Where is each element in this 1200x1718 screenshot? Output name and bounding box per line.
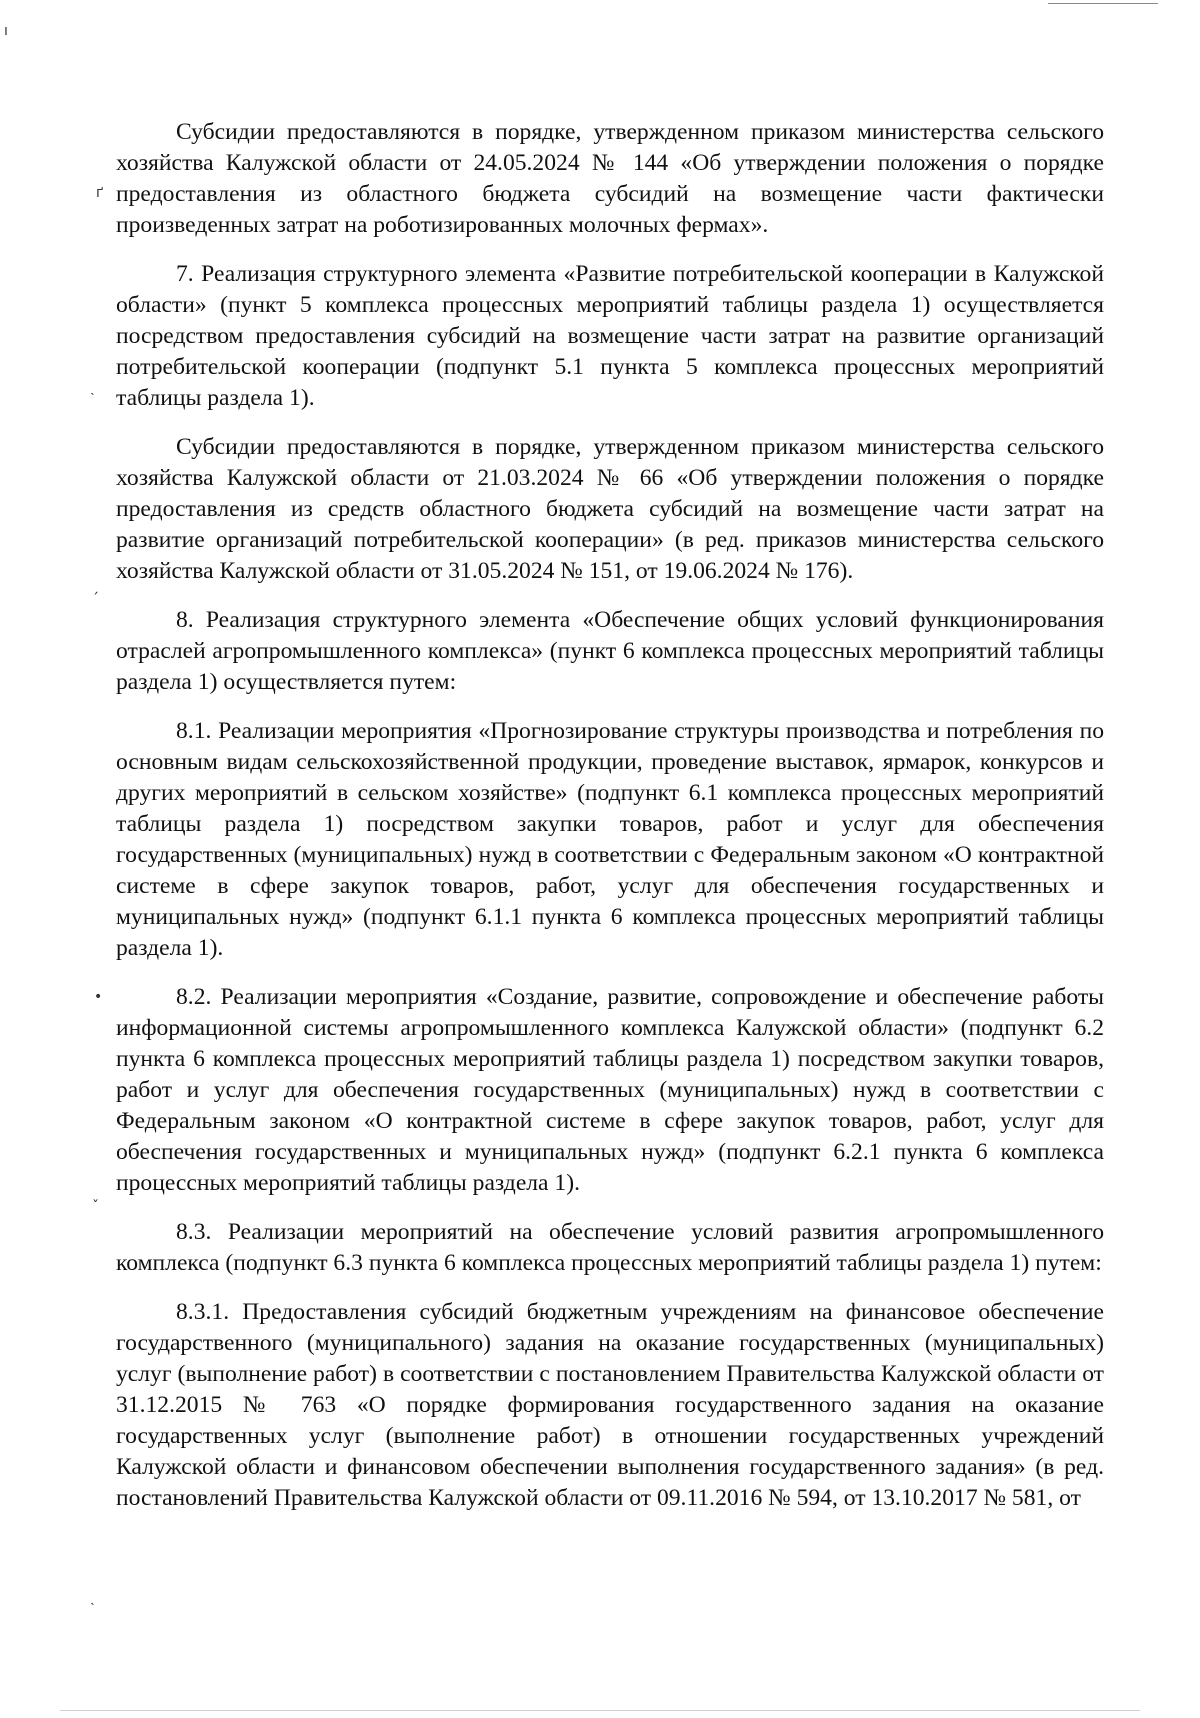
paragraph-item-8: 8. Реализация структурного элемента «Обеспечение общих условий функционирования отраслей агропромышленного комплекса» (пункт 6 комплекса процессных мероприятий таблицы раздела 1) осуществляется путем: (116, 607, 1104, 695)
scan-speck: • (94, 989, 103, 1005)
scan-speck: ı (4, 23, 8, 39)
scan-speck: ˴ (90, 1595, 95, 1611)
scan-speck: ˇ (92, 1199, 99, 1215)
scan-artifact-bottom (60, 1710, 1140, 1711)
scan-artifact-top-right (1048, 3, 1158, 4)
paragraph-subsidies-66: Субсидии предоставляются в порядке, утвержденном приказом министерства сельского хозяйства Калужской области от 21.03.2024 № 66 «Об утверждении положения о порядке предоставления из средств областного бюджета субсидий на возмещение части затрат на развитие организаций потребительской кооперации» (в ред. приказов министерства сельского хозяйства Калужской области от 31.05.2024 № 151, от 19.06.2024 № 176). (116, 434, 1104, 584)
document-body (116, 117, 1104, 1514)
paragraph-item-8-2: 8.2. Реализации мероприятия «Создание, развитие, сопровождение и обеспечение работы информационной системы агропромышленного комплекса Калужской области» (подпункт 6.2 пункта 6 комплекса процессных мероприятий таблицы раздела 1) посредством закупки товаров, работ и услуг для обеспечения государственных (муниципальных) нужд в соответствии с Федеральным законом «О контрактной системе в сфере закупок товаров, работ, услуг для обеспечения государственных и муниципальных нужд» (подпункт 6.2.1 пункта 6 комплекса процессных мероприятий таблицы раздела 1). (116, 984, 1104, 1196)
paragraph-subsidies-144: Субсидии предоставляются в порядке, утвержденном приказом министерства сельского хозяйства Калужской области от 24.05.2024 № 144 «Об утверждении положения о порядке предоставления из областного бюджета субсидий на возмещение части фактически произведенных затрат на роботизированных молочных фермах». (116, 119, 1104, 238)
paragraph-item-8-1: 8.1. Реализации мероприятия «Прогнозирование структуры производства и потребления по основным видам сельскохозяйственной продукции, проведение выставок, ярмарок, конкурсов и других мероприятий в сельском хозяйстве» (подпункт 6.1 комплекса процессных мероприятий таблицы раздела 1) посредством закупки товаров, работ и услуг для обеспечения государственных (муниципальных) нужд в соответствии с Федеральным законом «О контрактной системе в сфере закупок товаров, работ, услуг для обеспечения государственных и муниципальных нужд» (подпункт 6.1.1 пункта 6 комплекса процессных мероприятий таблицы раздела 1). (116, 718, 1104, 961)
scan-speck: ˴ (90, 385, 95, 401)
scan-speck: ґ (96, 185, 104, 201)
paragraph-item-8-3: 8.3. Реализации мероприятий на обеспечение условий развития агропромышленного комплекса (подпункт 6.3 пункта 6 комплекса процессных мероприятий таблицы раздела 1) путем: (116, 1219, 1104, 1276)
paragraph-item-7: 7. Реализация структурного элемента «Развитие потребительской кооперации в Калужской области» (пункт 5 комплекса процессных мероприятий таблицы раздела 1) осуществляется посредством предоставления субсидий на возмещение части затрат на развитие организаций потребительской кооперации (подпункт 5.1 пункта 5 комплекса процессных мероприятий таблицы раздела 1). (116, 261, 1104, 411)
scan-speck: ˏ (92, 579, 99, 595)
paragraph-item-8-3-1: 8.3.1. Предоставления субсидий бюджетным учреждениям на финансовое обеспечение государственного (муниципального) задания на оказание государственных (муниципальных) услуг (выполнение работ) в соответствии с постановлением Правительства Калужской области от 31.12.2015 № 763 «О порядке формирования государственного задания на оказание государственных услуг (выполнение работ) в отношении государственных учреждений Калужской области и финансовом обеспечении выполнения государственного задания» (в ред. постановлений Правительства Калужской области от 09.11.2016 № 594, от 13.10.2017 № 581, от (116, 1299, 1104, 1511)
